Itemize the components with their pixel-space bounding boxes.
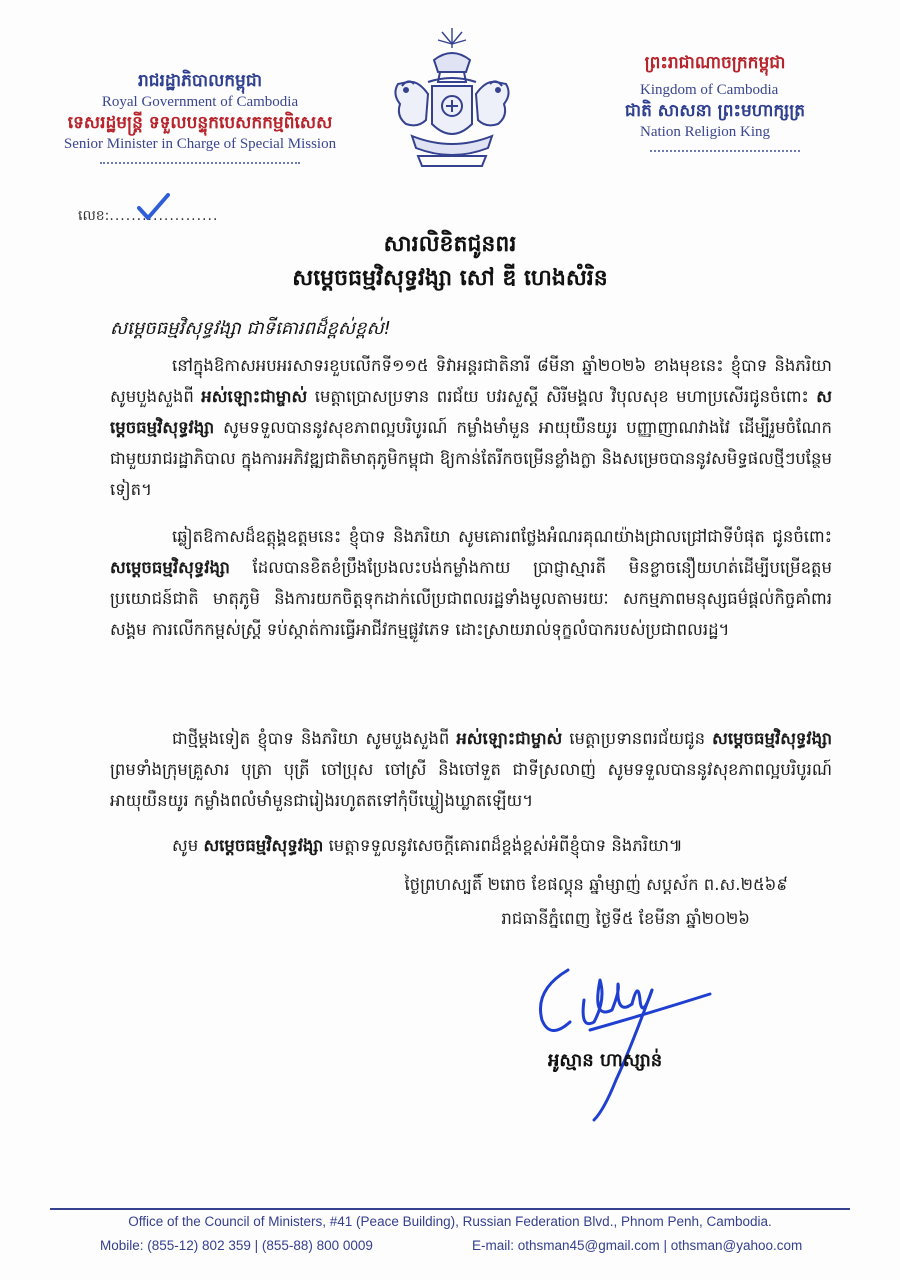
p2-text-c: ដែលបានខិតខំប្រឹងប្រែងលះបង់កម្លាំងកាយ ប្រាជ្ញាស្មារតី មិនខ្លាចនឿយហត់ដើម្បីបម្រើឧត្តមប្រយោជន៍ជាតិ មាតុភូមិ និងការយកចិត្តទុកដាក់លើប្រជាពលរដ្ឋទាំងមូលតាមរយៈ សកម្មភាពមនុស្សធម៌ផ្តល់កិច្ចគាំពារសង្គម ការលើកកម្ពស់ស្ត្រី ទប់ស្កាត់ការធ្វើអាជីវកម្មផ្លូវភេទ ដោះស្រាយរាល់ទុក្ខលំបាករបស់ប្រជាពលរដ្ឋ។: [110, 558, 832, 639]
letter-title: សារលិខិតជូនពរ: [383, 232, 517, 257]
letter-recipient: សម្តេចធម្មវិសុទ្ធវង្សា សៅ ឌី ហេងសំរិន: [292, 266, 608, 291]
paragraph-1: [110, 350, 832, 505]
solar-date: រាជធានីភ្នំពេញ ថ្ងៃទី៥ ខែមីនា ឆ្នាំ២០២៦: [501, 909, 750, 928]
p3-bold-1: អស់ឡោះជាម្ចាស់: [456, 729, 563, 748]
p4-text-a: សូម: [172, 836, 204, 855]
p1-bold-2: សម្តេចធម្មវិសុទ្ធវង្សា: [110, 387, 832, 437]
p1-text-d: សូមទទួលបាននូវសុខភាពល្អបរិបូរណ៍ កម្លាំងមាំមួន អាយុយឺនយូរ បញ្ញាញាណវាងវៃ ដើម្បីរួមចំណែកជាមួយរាជរដ្ឋាភិបាល ក្នុងការអភិវឌ្ឍជាតិមាតុភូមិកម្ពុជា ឱ្យកាន់តែរីកចម្រើនខ្លាំងក្លា និងសម្រេចបាននូវសមិទ្ធផលថ្មីៗបន្ថែមទៀត។: [110, 418, 832, 499]
p2-text-a: ឆ្លៀតឱកាសដ៏ឧត្តុង្គឧត្តមនេះ ខ្ញុំបាទ និងភរិយា សូមគោរពថ្លែងអំណរគុណយ៉ាងជ្រាលជ្រៅជាទីបំផុត ជូនចំពោះ: [172, 527, 832, 546]
p2-bold-1: សម្តេចធម្មវិសុទ្ធវង្សា: [110, 558, 230, 577]
p1-text-c: មេត្តាប្រោសប្រទាន ពរជ័យ បវរសួស្តី សិរីមង្គល វិបុលសុខ មហាប្រសើរជូនចំពោះ: [307, 387, 817, 406]
kingdom-kh: ព្រះរាជាណាចក្រកម្ពុជា: [644, 53, 786, 73]
footer-address: Office of the Council of Ministers, #41 (Peace Building), Russian Federation Blvd., Phnom Penh, Cambodia.: [128, 1214, 772, 1229]
p3-text-a: ជាថ្មីម្តងទៀត ខ្ញុំបាទ និងភរិយា សូមបួងសួងពី: [172, 729, 457, 748]
office-en: Senior Minister in Charge of Special Mission: [63, 136, 337, 152]
paragraph-3: [110, 723, 832, 816]
letterhead-left: [40, 70, 360, 164]
government-kh: រាជរដ្ឋាភិបាលកម្ពុជា: [137, 71, 263, 91]
p4-text-c: មេត្តាទទួលនូវសេចក្តីគោរពដ៏ខ្ពង់ខ្ពស់អំពីខ្ញុំបាទ និងភរិយា៕: [323, 836, 683, 855]
reference-dots: ....................: [109, 208, 219, 224]
paragraph-2: [110, 521, 832, 645]
kingdom-en: Kingdom of Cambodia: [640, 82, 779, 98]
salutation: សម្តេចធម្មវិសុទ្ធវង្សា ជាទីគោរពដ៏ខ្ពស់ខ្ពស់!: [110, 318, 391, 339]
p1-text-a: នៅក្នុងឱកាសអបអរសាទរខួបលើកទី១១៥ ទិវាអន្តរជាតិនារី ៨មីនា ឆ្នាំ២០២៦ ខាងមុខនេះ ខ្ញុំបាទ និងភរិយា សូមបួងសួងពី: [110, 356, 832, 406]
reference-label: លេខ:: [78, 208, 110, 224]
p3-bold-2: សម្តេចធម្មវិសុទ្ធវង្សា: [712, 729, 833, 748]
footer-email: E-mail: othsman45@gmail.com | othsman@yahoo.com: [472, 1238, 803, 1253]
footer-divider: [50, 1208, 850, 1210]
government-en: Royal Government of Cambodia: [101, 94, 299, 110]
header-divider: [100, 160, 300, 164]
footer-mobile: Mobile: (855-12) 802 359 | (855-88) 800 0009: [100, 1238, 373, 1253]
p1-bold-1: អស់ឡោះជាម្ចាស់: [201, 387, 308, 406]
handwritten-signature: [520, 960, 720, 1130]
p3-text-c: មេត្តាប្រទានពរជ័យជូន: [562, 729, 713, 748]
office-kh: ទេសរដ្ឋមន្ត្រី ទទួលបន្ទុកបេសកកម្មពិសេស: [67, 113, 333, 133]
motto-en: Nation Religion King: [640, 124, 770, 140]
paragraph-4: [110, 830, 832, 861]
signer-name: អូស្មាន ហាស្សាន់: [548, 1050, 663, 1071]
royal-arms-emblem: [378, 24, 526, 174]
letterhead-right: [580, 52, 850, 152]
p3-text-d: ព្រមទាំងក្រុមគ្រួសារ បុត្រា បុត្រី ចៅប្រុស ចៅស្រី និងចៅទួត ជាទីស្រលាញ់ សូមទទួលបាននូវសុខភាពល្អបរិបូរណ៍ អាយុយឺនយូរ កម្លាំងពលំមាំមួនជារៀងរហូតតទៅកុំបីឃ្លៀងឃ្លាតឡើយ។: [110, 760, 832, 810]
p4-bold-1: សម្តេចធម្មវិសុទ្ធវង្សា: [203, 836, 324, 855]
lunar-date: ថ្ងៃព្រហស្បតិ៍ ២រោច ខែផល្គុន ឆ្នាំម្សាញ់ សប្តស័ក ព.ស.២៥៦៩: [404, 875, 788, 894]
checkmark-icon: [136, 192, 170, 222]
header-divider-right: [650, 148, 800, 152]
motto-kh: ជាតិ សាសនា ព្រះមហាក្សត្រ: [624, 101, 806, 121]
